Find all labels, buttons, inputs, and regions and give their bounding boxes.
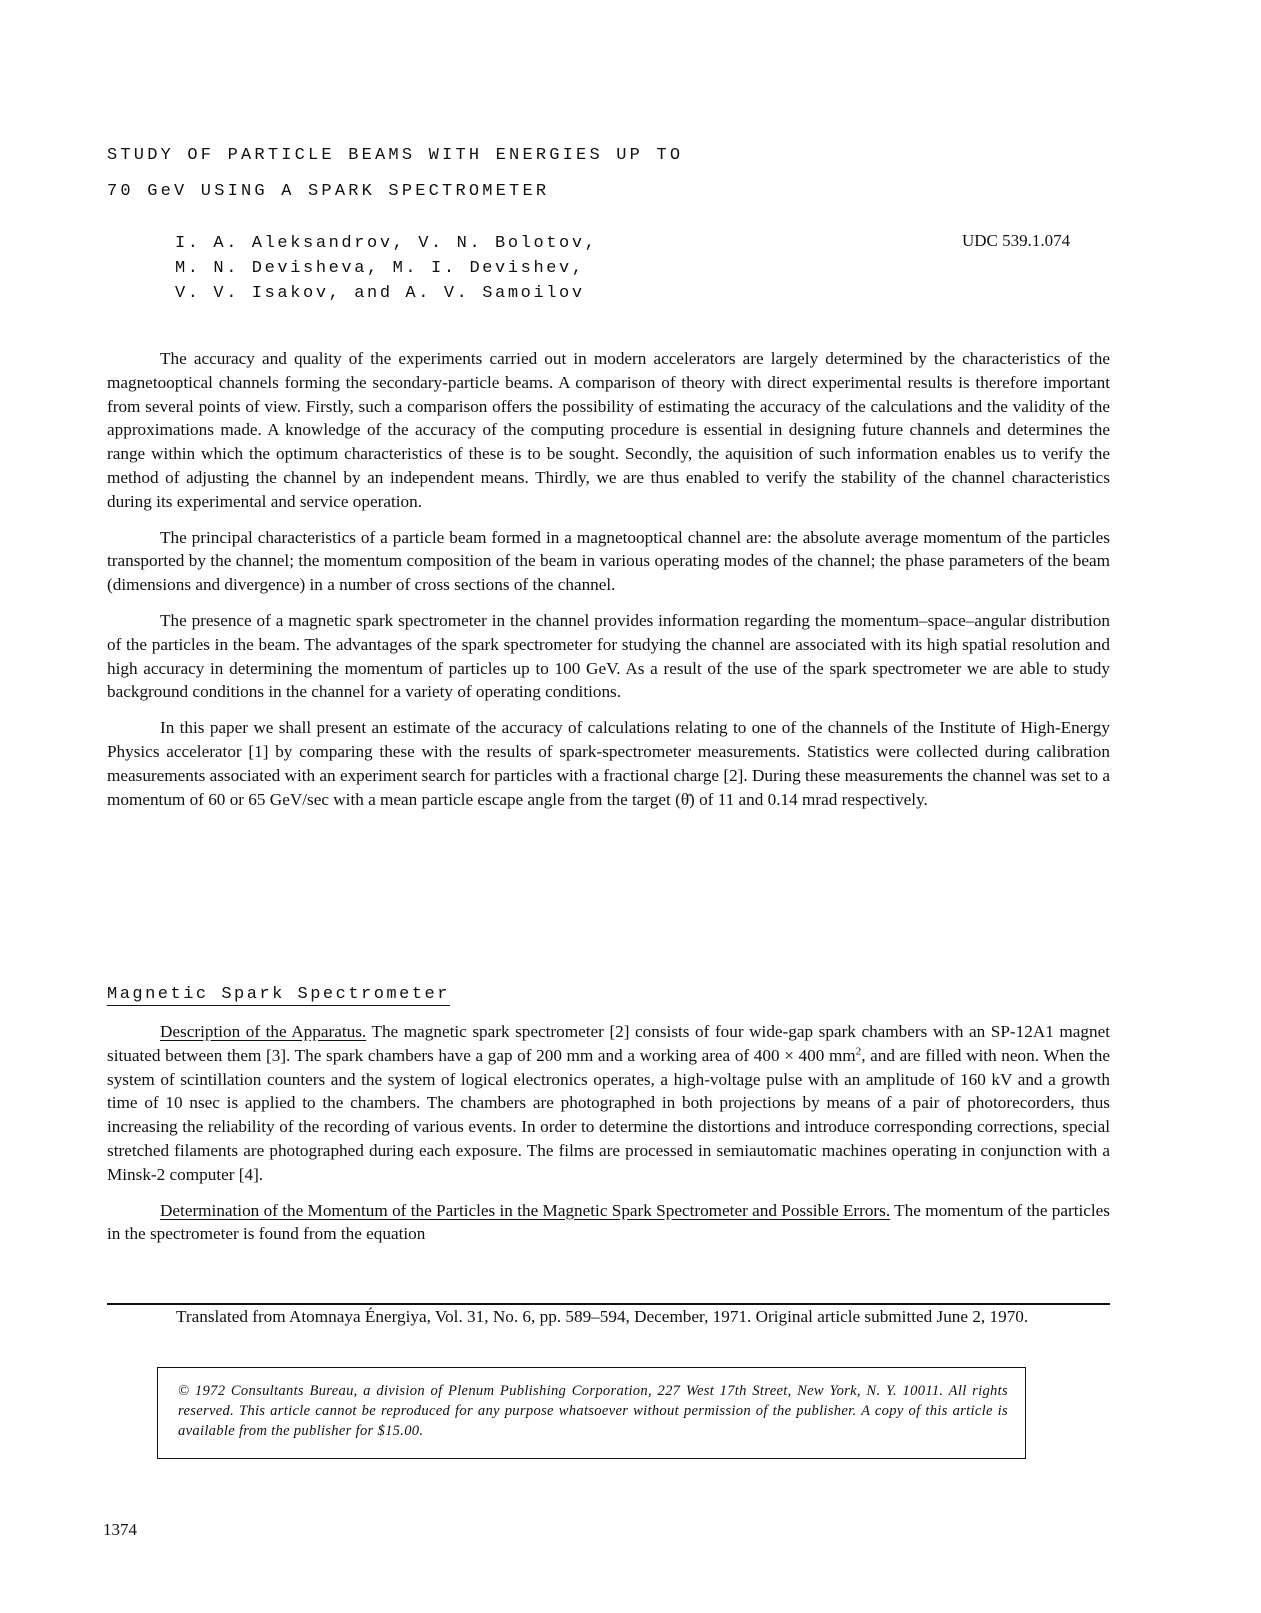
section-heading: Magnetic Spark Spectrometer	[107, 985, 450, 1004]
translation-note	[107, 1305, 1110, 1329]
paragraph-text: The magnetic spark spectrometer [2] consists of four wide-gap spark chambers with an SP-12A1 magnet situated between them [3]. The spark chambers have a gap of 200 mm and a working area of 400 × 400 mm	[107, 1022, 1110, 1065]
paper-title-line-1: STUDY OF PARTICLE BEAMS WITH ENERGIES UP TO	[107, 146, 684, 165]
paragraph	[107, 1199, 1110, 1247]
paper-title-line-2: 70 GeV USING A SPARK SPECTROMETER	[107, 182, 550, 201]
paragraph-text: The momentum of the particles in the spectrometer is found from the equation	[107, 1200, 1110, 1244]
introduction	[107, 347, 1110, 823]
subsection-heading: Determination of the Momentum of the Particles in the Magnetic Spark Spectrometer and Possible Errors.	[160, 1200, 891, 1220]
paragraph: The accuracy and quality of the experiments carried out in modern accelerators are largely determined by the characteristics of the magnetooptical channels forming the secondary-particle beams. A comparison of theory with direct experimental results is therefore important from several points of view. Firstly, such a comparison offers the possibility of estimating the accuracy of the calculations and the validity of the approximations made. A knowledge of the accuracy of the computing procedure is essential in designing future channels and determines the range within which the optimum characteristics of these is to be sought. Secondly, the aquisition of such information enables us to verify the method of adjusting the channel by an independent means. Thirdly, we are thus enabled to verify the stability of the channel characteristics during its experimental and service operation.	[107, 349, 1110, 511]
superscript: 2	[855, 1045, 862, 1058]
paragraph-text: , and are filled with neon. When the system of scintillation counters and the system of logical electronics operates, a high-voltage pulse with an amplitude of 160 kV and a growth time of 10 nsec is applied to the chambers. The chambers are photographed in both projections by means of a pair of photorecorders, thus increasing the reliability of the recording of various events. In order to determine the distortions and introduce corresponding corrections, special stretched filaments are photographed during each exposure. The films are processed in semiautomatic machines operating in conjunction with a Minsk-2 computer [4].	[107, 1045, 1111, 1184]
author-line: I. A. Aleksandrov, V. N. Bolotov,	[175, 234, 598, 253]
apparatus-section	[107, 1020, 1110, 1258]
paragraph	[107, 1020, 1110, 1187]
page-number: 1374	[103, 1520, 137, 1539]
paragraph: The presence of a magnetic spark spectrometer in the channel provides information regarding the momentum–space–angular distribution of the particles in the beam. The advantages of the spark spectrometer for studying the channel are associated with its high spatial resolution and high accuracy in determining the momentum of particles up to 100 GeV. As a result of the use of the spark spectrometer we are able to study background conditions in the channel for a variety of operating conditions.	[107, 610, 1110, 702]
copyright-notice: © 1972 Consultants Bureau, a division of Plenum Publishing Corporation, 227 West 17th Street, New York, N. Y. 10011. All rights reserved. This article cannot be reproduced for any purpose whatsoever without permission of the publisher. A copy of this article is available from the publisher for $15.00.	[178, 1383, 1008, 1439]
subsection-heading: Description of the Apparatus.	[160, 1022, 367, 1041]
paragraph: The principal characteristics of a particle beam formed in a magnetooptical channel are: the absolute average momentum of the particles transported by the channel; the momentum composition of the beam in various operating modes of the channel; the phase parameters of the beam (dimensions and divergence) in a number of cross sections of the channel.	[107, 527, 1110, 595]
udc-code: UDC 539.1.074	[962, 231, 1071, 250]
author-list	[175, 231, 597, 306]
author-line: M. N. Devisheva, M. I. Devishev,	[175, 259, 585, 278]
author-line: V. V. Isakov, and A. V. Samoilov	[175, 284, 585, 303]
translation-note-text: Translated from Atomnaya Énergiya, Vol. 31, No. 6, pp. 589–594, December, 1971. Original article submitted June 2, 1970.	[176, 1307, 1029, 1326]
paragraph: In this paper we shall present an estimate of the accuracy of calculations relating to one of the channels of the Institute of High-Energy Physics accelerator [1] by comparing these with the results of spark-spectrometer measurements. Statistics were collected during calibration measurements associated with an experiment search for particles with a fractional charge [2]. During these measurements the channel was set to a momentum of 60 or 65 GeV/sec with a mean particle escape angle from the target (θ̄) of 11 and 0.14 mrad respectively.	[107, 718, 1110, 809]
